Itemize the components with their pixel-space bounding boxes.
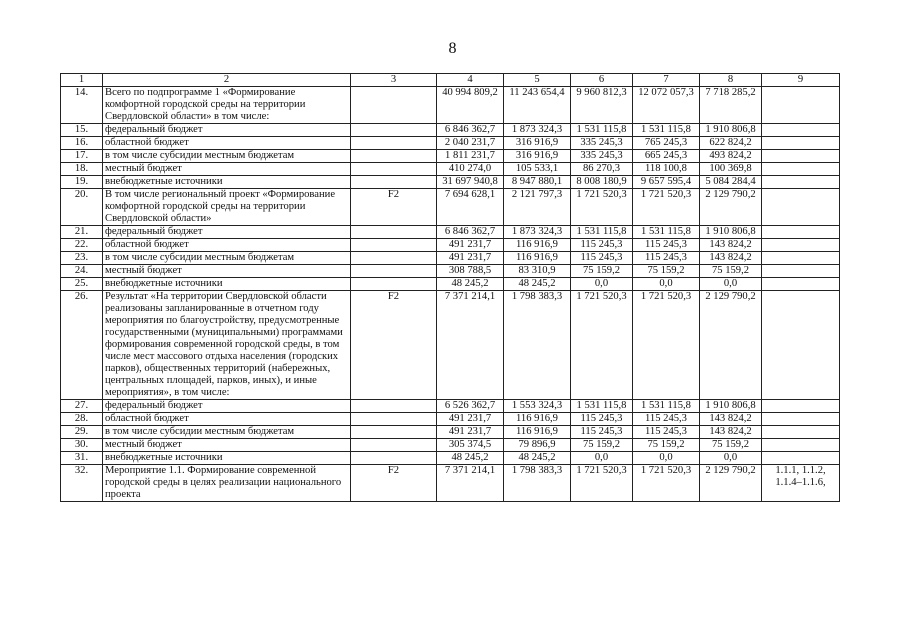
- value-col-6: 1 721 520,3: [571, 291, 633, 400]
- target-refs: [762, 226, 840, 239]
- value-col-7: 115 245,3: [633, 426, 700, 439]
- row-number: 17.: [61, 150, 103, 163]
- project-code: [351, 252, 437, 265]
- column-header-9: 9: [762, 74, 840, 87]
- value-col-4: 491 231,7: [437, 426, 504, 439]
- row-number: 18.: [61, 163, 103, 176]
- value-col-6: 1 721 520,3: [571, 465, 633, 502]
- value-col-4: 7 371 214,1: [437, 465, 504, 502]
- column-header-1: 1: [61, 74, 103, 87]
- value-col-7: 0,0: [633, 452, 700, 465]
- value-col-6: 115 245,3: [571, 426, 633, 439]
- row-number: 15.: [61, 124, 103, 137]
- row-number: 27.: [61, 400, 103, 413]
- value-col-8: 2 129 790,2: [700, 291, 762, 400]
- budget-table: [60, 73, 840, 502]
- value-col-4: 48 245,2: [437, 278, 504, 291]
- value-col-8: 1 910 806,8: [700, 226, 762, 239]
- target-refs: 1.1.1, 1.1.2, 1.1.4–1.1.6,: [762, 465, 840, 502]
- project-code: F2: [351, 189, 437, 226]
- value-col-6: 1 721 520,3: [571, 189, 633, 226]
- table-row: [61, 400, 840, 413]
- row-number: 23.: [61, 252, 103, 265]
- project-code: [351, 87, 437, 124]
- target-refs: [762, 413, 840, 426]
- row-number: 19.: [61, 176, 103, 189]
- row-number: 31.: [61, 452, 103, 465]
- row-number: 30.: [61, 439, 103, 452]
- value-col-5: 11 243 654,4: [504, 87, 571, 124]
- value-col-8: 143 824,2: [700, 426, 762, 439]
- value-col-7: 9 657 595,4: [633, 176, 700, 189]
- project-code: [351, 265, 437, 278]
- value-col-5: 1 873 324,3: [504, 226, 571, 239]
- value-col-5: 116 916,9: [504, 413, 571, 426]
- project-code: [351, 137, 437, 150]
- row-number: 32.: [61, 465, 103, 502]
- value-col-5: 116 916,9: [504, 252, 571, 265]
- value-col-7: 1 531 115,8: [633, 124, 700, 137]
- target-refs: [762, 124, 840, 137]
- value-col-7: 1 721 520,3: [633, 465, 700, 502]
- value-col-8: 143 824,2: [700, 252, 762, 265]
- value-col-8: 143 824,2: [700, 239, 762, 252]
- value-col-4: 491 231,7: [437, 413, 504, 426]
- value-col-7: 1 531 115,8: [633, 226, 700, 239]
- row-name: федеральный бюджет: [103, 226, 351, 239]
- value-col-4: 6 846 362,7: [437, 124, 504, 137]
- table-row: [61, 189, 840, 226]
- row-name: в том числе субсидии местным бюджетам: [103, 426, 351, 439]
- value-col-6: 0,0: [571, 452, 633, 465]
- value-col-5: 1 798 383,3: [504, 291, 571, 400]
- row-name: федеральный бюджет: [103, 400, 351, 413]
- value-col-5: 79 896,9: [504, 439, 571, 452]
- row-number: 29.: [61, 426, 103, 439]
- row-name: местный бюджет: [103, 439, 351, 452]
- value-col-5: 105 533,1: [504, 163, 571, 176]
- value-col-7: 115 245,3: [633, 239, 700, 252]
- value-col-7: 765 245,3: [633, 137, 700, 150]
- target-refs: [762, 439, 840, 452]
- table-row: [61, 239, 840, 252]
- value-col-8: 100 369,8: [700, 163, 762, 176]
- value-col-5: 48 245,2: [504, 452, 571, 465]
- value-col-7: 1 531 115,8: [633, 400, 700, 413]
- value-col-8: 1 910 806,8: [700, 400, 762, 413]
- value-col-5: 316 916,9: [504, 150, 571, 163]
- table-row: [61, 137, 840, 150]
- target-refs: [762, 150, 840, 163]
- table-header-row: [61, 74, 840, 87]
- value-col-5: 116 916,9: [504, 426, 571, 439]
- row-name: в том числе субсидии местным бюджетам: [103, 252, 351, 265]
- target-refs: [762, 189, 840, 226]
- value-col-7: 75 159,2: [633, 265, 700, 278]
- row-number: 26.: [61, 291, 103, 400]
- column-header-2: 2: [103, 74, 351, 87]
- value-col-4: 308 788,5: [437, 265, 504, 278]
- table-row: [61, 426, 840, 439]
- value-col-6: 115 245,3: [571, 413, 633, 426]
- project-code: [351, 239, 437, 252]
- row-number: 24.: [61, 265, 103, 278]
- value-col-7: 115 245,3: [633, 252, 700, 265]
- project-code: [351, 163, 437, 176]
- row-name: В том числе региональный проект «Формирование комфортной городской среды на территории Свердловской области»: [103, 189, 351, 226]
- value-col-6: 8 008 180,9: [571, 176, 633, 189]
- value-col-6: 75 159,2: [571, 439, 633, 452]
- value-col-4: 2 040 231,7: [437, 137, 504, 150]
- row-name: в том числе субсидии местным бюджетам: [103, 150, 351, 163]
- value-col-8: 75 159,2: [700, 439, 762, 452]
- target-refs: [762, 252, 840, 265]
- project-code: [351, 124, 437, 137]
- value-col-6: 9 960 812,3: [571, 87, 633, 124]
- value-col-7: 118 100,8: [633, 163, 700, 176]
- target-refs: [762, 265, 840, 278]
- project-code: F2: [351, 291, 437, 400]
- target-refs: [762, 426, 840, 439]
- value-col-5: 1 873 324,3: [504, 124, 571, 137]
- table-row: [61, 291, 840, 400]
- row-name: областной бюджет: [103, 239, 351, 252]
- value-col-5: 1 798 383,3: [504, 465, 571, 502]
- column-header-8: 8: [700, 74, 762, 87]
- value-col-5: 316 916,9: [504, 137, 571, 150]
- row-name: внебюджетные источники: [103, 176, 351, 189]
- value-col-6: 75 159,2: [571, 265, 633, 278]
- project-code: [351, 439, 437, 452]
- target-refs: [762, 291, 840, 400]
- value-col-7: 1 721 520,3: [633, 291, 700, 400]
- row-name: Всего по подпрограмме 1 «Формирование комфортной городской среды на территории Свердловской области» в том числе:: [103, 87, 351, 124]
- target-refs: [762, 239, 840, 252]
- row-name: местный бюджет: [103, 163, 351, 176]
- value-col-6: 1 531 115,8: [571, 400, 633, 413]
- table-row: [61, 163, 840, 176]
- value-col-5: 116 916,9: [504, 239, 571, 252]
- value-col-6: 1 531 115,8: [571, 226, 633, 239]
- value-col-8: 493 824,2: [700, 150, 762, 163]
- value-col-7: 75 159,2: [633, 439, 700, 452]
- table-row: [61, 265, 840, 278]
- project-code: F2: [351, 465, 437, 502]
- value-col-4: 48 245,2: [437, 452, 504, 465]
- value-col-5: 2 121 797,3: [504, 189, 571, 226]
- value-col-8: 143 824,2: [700, 413, 762, 426]
- project-code: [351, 413, 437, 426]
- row-number: 20.: [61, 189, 103, 226]
- row-name: областной бюджет: [103, 413, 351, 426]
- row-name: Результат «На территории Свердловской области реализованы запланированные в отчетном году мероприятия по благоустройству, предусмотренные государственными (муниципальными) программами формирования современной городской среды, в том числе мест массового отдыха населения (городских парков), общественных территорий (набережных, центральных площадей, парков, иных), и иные мероприятия», в том числе:: [103, 291, 351, 400]
- value-col-8: 0,0: [700, 278, 762, 291]
- column-header-4: 4: [437, 74, 504, 87]
- value-col-8: 622 824,2: [700, 137, 762, 150]
- value-col-8: 0,0: [700, 452, 762, 465]
- value-col-4: 6 846 362,7: [437, 226, 504, 239]
- column-header-5: 5: [504, 74, 571, 87]
- target-refs: [762, 163, 840, 176]
- value-col-5: 1 553 324,3: [504, 400, 571, 413]
- value-col-5: 48 245,2: [504, 278, 571, 291]
- value-col-7: 12 072 057,3: [633, 87, 700, 124]
- row-number: 25.: [61, 278, 103, 291]
- column-header-7: 7: [633, 74, 700, 87]
- value-col-4: 6 526 362,7: [437, 400, 504, 413]
- table-row: [61, 124, 840, 137]
- value-col-8: 2 129 790,2: [700, 465, 762, 502]
- table-row: [61, 278, 840, 291]
- value-col-7: 0,0: [633, 278, 700, 291]
- target-refs: [762, 278, 840, 291]
- value-col-6: 335 245,3: [571, 150, 633, 163]
- value-col-6: 115 245,3: [571, 252, 633, 265]
- target-refs: [762, 400, 840, 413]
- value-col-6: 335 245,3: [571, 137, 633, 150]
- project-code: [351, 452, 437, 465]
- value-col-7: 1 721 520,3: [633, 189, 700, 226]
- table-row: [61, 226, 840, 239]
- table-row: [61, 465, 840, 502]
- row-name: федеральный бюджет: [103, 124, 351, 137]
- row-number: 16.: [61, 137, 103, 150]
- target-refs: [762, 176, 840, 189]
- value-col-8: 5 084 284,4: [700, 176, 762, 189]
- table-row: [61, 87, 840, 124]
- project-code: [351, 176, 437, 189]
- value-col-4: 7 371 214,1: [437, 291, 504, 400]
- value-col-4: 410 274,0: [437, 163, 504, 176]
- value-col-5: 83 310,9: [504, 265, 571, 278]
- value-col-4: 7 694 628,1: [437, 189, 504, 226]
- target-refs: [762, 137, 840, 150]
- row-name: областной бюджет: [103, 137, 351, 150]
- value-col-8: 1 910 806,8: [700, 124, 762, 137]
- table-row: [61, 176, 840, 189]
- row-number: 28.: [61, 413, 103, 426]
- target-refs: [762, 452, 840, 465]
- row-number: 22.: [61, 239, 103, 252]
- value-col-6: 0,0: [571, 278, 633, 291]
- value-col-5: 8 947 880,1: [504, 176, 571, 189]
- value-col-6: 115 245,3: [571, 239, 633, 252]
- target-refs: [762, 87, 840, 124]
- table-row: [61, 150, 840, 163]
- value-col-6: 1 531 115,8: [571, 124, 633, 137]
- value-col-8: 75 159,2: [700, 265, 762, 278]
- row-number: 14.: [61, 87, 103, 124]
- row-name: Мероприятие 1.1. Формирование современной городской среды в целях реализации национального проекта: [103, 465, 351, 502]
- value-col-8: 2 129 790,2: [700, 189, 762, 226]
- value-col-6: 86 270,3: [571, 163, 633, 176]
- value-col-8: 7 718 285,2: [700, 87, 762, 124]
- value-col-4: 491 231,7: [437, 252, 504, 265]
- value-col-4: 1 811 231,7: [437, 150, 504, 163]
- project-code: [351, 426, 437, 439]
- table-row: [61, 439, 840, 452]
- row-name: внебюджетные источники: [103, 278, 351, 291]
- value-col-4: 305 374,5: [437, 439, 504, 452]
- row-name: внебюджетные источники: [103, 452, 351, 465]
- value-col-4: 31 697 940,8: [437, 176, 504, 189]
- table-row: [61, 413, 840, 426]
- table-row: [61, 252, 840, 265]
- project-code: [351, 400, 437, 413]
- project-code: [351, 278, 437, 291]
- row-name: местный бюджет: [103, 265, 351, 278]
- value-col-4: 40 994 809,2: [437, 87, 504, 124]
- page-number: 8: [448, 40, 457, 57]
- value-col-4: 491 231,7: [437, 239, 504, 252]
- column-header-6: 6: [571, 74, 633, 87]
- value-col-7: 115 245,3: [633, 413, 700, 426]
- table-row: [61, 452, 840, 465]
- project-code: [351, 150, 437, 163]
- row-number: 21.: [61, 226, 103, 239]
- value-col-7: 665 245,3: [633, 150, 700, 163]
- project-code: [351, 226, 437, 239]
- column-header-3: 3: [351, 74, 437, 87]
